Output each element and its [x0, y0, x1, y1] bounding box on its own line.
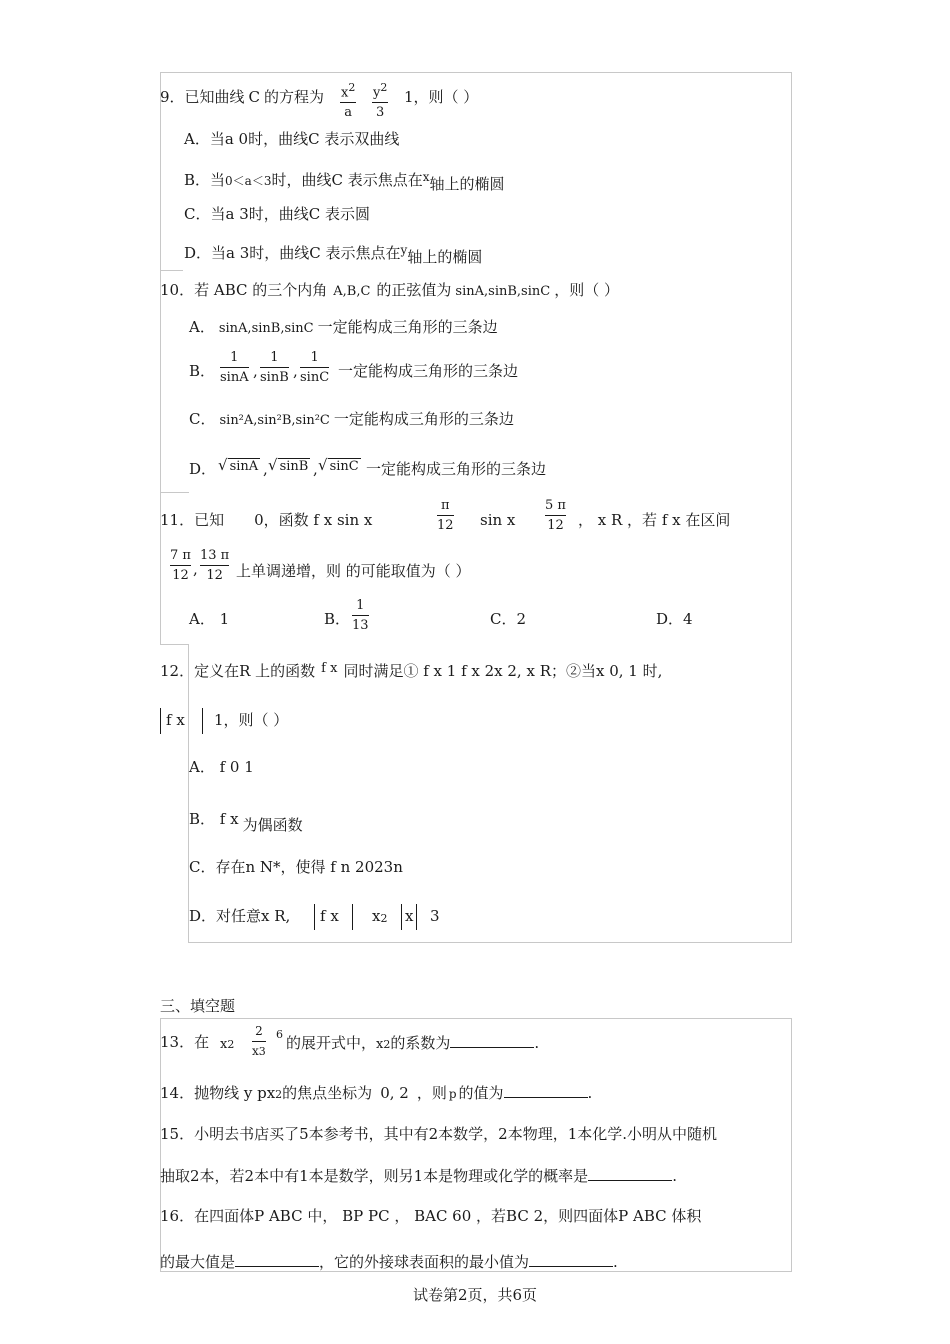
q10-option-d-label: D．: [189, 460, 217, 478]
q16-line-1: 16．在四面体P ABC 中， BP PC ， BAC 60 ，若BC 2，则四面体P ABC 体积: [160, 1207, 702, 1225]
q14-answer-blank[interactable]: [504, 1083, 588, 1098]
q10-optb-frac-a: 1 sinA: [220, 350, 249, 385]
q12-optd-3: 3: [430, 907, 440, 925]
q9-frac-x2-over-a: $x^2$ a: [341, 81, 356, 121]
q9-option-b: B．当0＜a＜3时，曲线C 表示焦点在$^x$轴上的椭圆: [184, 170, 505, 193]
q13-text: 的展开式中，x2的系数为 .: [286, 1034, 540, 1052]
q12-optd-abs-l1: [314, 904, 315, 930]
q11-stem-2: sin x: [480, 511, 516, 529]
q12-optd-x: x: [405, 907, 414, 925]
q11-option-d: D．4: [656, 610, 693, 628]
q12-abs-right: [202, 708, 203, 734]
q12-stem-1: 12．定义在R 上的函数 f x 同时满足① f x 1 f x 2x 2, x R；②当x 0, 1 时,: [160, 661, 663, 680]
q12-option-a: A． f 0 1: [189, 758, 254, 776]
q11-option-c: C．2: [490, 610, 527, 628]
q16-answer-blank-2[interactable]: [529, 1252, 613, 1267]
q10-optd-sqrt-a: √ sinA: [218, 456, 259, 474]
q11-stem-3: ， x R ，若 f x 在区间: [578, 511, 731, 529]
q15-line-1: 15．小明去书店买了5本参考书，其中有2本数学，2本物理，1本化学.小明从中随机: [160, 1125, 718, 1143]
q12-stem-2: 1，则（ ）: [214, 711, 289, 729]
q12-option-c: C．存在n N*，使得 f n 2023n: [189, 858, 403, 876]
q16-line-2: 的最大值是 ，它的外接球表面积的最小值为 .: [160, 1253, 618, 1271]
q16-answer-blank-1[interactable]: [235, 1252, 319, 1267]
q11-option-b-label: B．: [324, 610, 351, 628]
q15-answer-blank[interactable]: [588, 1166, 672, 1181]
q13-prefix: 13．在: [160, 1033, 210, 1051]
q9-stem: 9．已知曲线 C 的方程为: [160, 88, 325, 106]
q12-abs-fx: f x: [166, 711, 185, 729]
q10-option-a: A． sinA,sinB,sinC 一定能构成三角形的三条边: [189, 318, 498, 336]
q12-option-b: B． f x 为偶函数: [189, 810, 303, 834]
q10-optd-comma2: ,: [313, 460, 318, 478]
q12-optd-x2: x2: [372, 907, 388, 925]
q10-option-b-text: 一定能构成三角形的三条边: [338, 362, 519, 380]
page-footer: 试卷第2页，共6页: [412, 1286, 538, 1304]
q10-optb-frac-b: 1 sinB: [260, 350, 289, 385]
q11-stem-1: 11．已知 0，函数 f x sin x: [160, 511, 373, 529]
q11-frac-7pi-12: 7 π 12: [170, 548, 191, 583]
q12-option-d-1: D．对任意x R,: [189, 907, 291, 925]
q14-text: 14．抛物线 y px2的焦点坐标为 0, 2 ，则 p 的值为 .: [160, 1084, 593, 1102]
q10-stem: 10．若 ABC 的三个内角 A,B,C 的正弦值为 sinA,sinB,sinC ，则（ ）: [160, 281, 619, 299]
q13-answer-blank[interactable]: [450, 1033, 534, 1048]
q12-optd-fx: f x: [320, 907, 339, 925]
q9-option-d: D．当a 3时，曲线C 表示焦点在$^y$轴上的椭圆: [184, 243, 483, 266]
q11-stem-4: 上单调递增，则 的可能取值为（ ）: [236, 562, 471, 580]
q10-optd-sqrt-b: √ sinB: [268, 456, 309, 474]
q10-optb-frac-c: 1 sinC: [300, 350, 330, 385]
q12-frame: [188, 644, 792, 943]
q9-frac-y2-over-3: $y^2$ 3: [373, 81, 388, 121]
q10-optb-comma1: ,: [253, 362, 258, 380]
q9-option-c: C．当a 3时，曲线C 表示圆: [184, 205, 370, 223]
q9-option-a: A．当a 0时，曲线C 表示双曲线: [184, 130, 400, 148]
q10-optd-comma1: ,: [263, 460, 268, 478]
q9-rhs: 1，则（ ）: [404, 88, 479, 106]
q10-optb-comma2: ,: [293, 362, 298, 380]
q11-options-frame: [160, 590, 189, 645]
q11-interval-comma: ,: [193, 560, 198, 578]
q11-frac-pi-12: π 12: [437, 498, 454, 533]
q11-optb-frac: 1 13: [352, 598, 369, 633]
q9-options-frame: [160, 118, 183, 271]
section-title-fill-blank: 三、填空题: [160, 997, 236, 1015]
q12-abs-left: [160, 708, 161, 734]
q13-frac: 2 x3: [252, 1024, 266, 1058]
q12-optd-abs-r2: [416, 904, 417, 930]
q12-optd-abs-l2: [401, 904, 402, 930]
q10-option-c: C． sin²A,sin²B,sin²C 一定能构成三角形的三条边: [189, 410, 514, 428]
q15-line-2: 抽取2本，若2本中有1本是数学，则另1本是物理或化学的概率是 .: [160, 1167, 677, 1185]
q11-option-a: A． 1: [189, 610, 230, 628]
q10-optd-sqrt-c: √ sinC: [318, 456, 359, 474]
q10-option-d-text: 一定能构成三角形的三条边: [366, 460, 547, 478]
q13-power: 6: [276, 1028, 283, 1041]
q13-x2: x2: [220, 1037, 235, 1052]
q11-frac-5pi-12: 5 π 12: [545, 498, 566, 533]
q11-frac-13pi-12: 13 π 12: [200, 548, 230, 583]
q10-option-b-label: B．: [189, 362, 216, 380]
q12-optd-abs-r1: [352, 904, 353, 930]
